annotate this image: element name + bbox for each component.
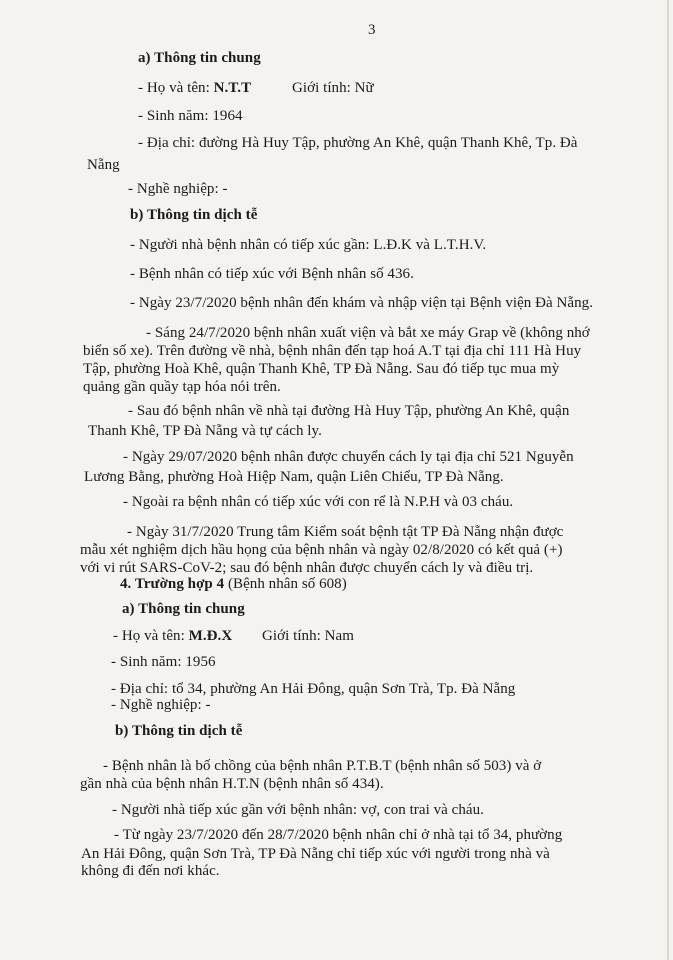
case4-address: - Địa chỉ: tổ 34, phường An Hải Đông, quận Sơn Trà, Tp. Đà Nẵng bbox=[111, 681, 516, 697]
case3-epi-line: với vi rút SARS-CoV-2; sau đó bệnh nhân được chuyển cách ly và điều trị. bbox=[80, 560, 534, 576]
case3-epi-line: - Ngày 23/7/2020 bệnh nhân đến khám và nhập viện tại Bệnh viện Đà Nẵng. bbox=[130, 295, 594, 311]
case4-epi-line: gần nhà của bệnh nhân H.T.N (bệnh nhân số 434). bbox=[80, 776, 384, 792]
case3-epi-line: - Bệnh nhân có tiếp xúc với Bệnh nhân số 436. bbox=[130, 266, 414, 282]
case4-epi-line: An Hải Đông, quận Sơn Trà, TP Đà Nẵng chỉ tiếp xúc với người trong nhà và bbox=[81, 846, 550, 862]
case3-gender: Giới tính: Nữ bbox=[292, 80, 374, 96]
case3-job: - Nghề nghiệp: - bbox=[128, 181, 228, 197]
case3-epi-line: Lương Bằng, phường Hoà Hiệp Nam, quận Liên Chiểu, TP Đà Nẵng. bbox=[84, 469, 504, 485]
case3-epi-line: mẫu xét nghiệm dịch hầu họng của bệnh nhân và ngày 02/8/2020 có kết quả (+) bbox=[80, 542, 563, 558]
case4-epi-line: - Từ ngày 23/7/2020 đến 28/7/2020 bệnh nhân chỉ ở nhà tại tổ 34, phường bbox=[114, 827, 563, 843]
case3-address-line2: Nẵng bbox=[87, 157, 120, 173]
case3-name-label: - Họ và tên: bbox=[138, 80, 214, 96]
case4-birth: - Sinh năm: 1956 bbox=[111, 654, 216, 670]
case3-epi-line: Tập, phường Hoà Khê, quận Thanh Khê, TP Đà Nẵng. Sau đó tiếp tục mua mỳ bbox=[83, 361, 560, 377]
case3-epi-line: - Ngoài ra bệnh nhân có tiếp xúc với con rể là N.P.H và 03 cháu. bbox=[123, 494, 514, 510]
case4-epi-heading: b) Thông tin dịch tễ bbox=[115, 723, 243, 739]
case3-name-value: N.T.T bbox=[213, 80, 252, 96]
case3-address-line1: - Địa chỉ: đường Hà Huy Tập, phường An Khê, quận Thanh Khê, Tp. Đà bbox=[138, 135, 578, 151]
case4-name-label: - Họ và tên: bbox=[113, 628, 189, 644]
case4-general-heading: a) Thông tin chung bbox=[122, 601, 245, 617]
case3-epi-line: - Sáng 24/7/2020 bệnh nhân xuất viện và bắt xe máy Grap về (không nhớ bbox=[146, 325, 590, 341]
case3-epi-line: quảng gần quầy tạp hóa nói trên. bbox=[83, 379, 281, 395]
case3-epi-heading: b) Thông tin dịch tễ bbox=[130, 207, 258, 223]
page-number: 3 bbox=[368, 22, 376, 38]
case3-birth: - Sinh năm: 1964 bbox=[138, 108, 243, 124]
case3-epi-line: biển số xe). Trên đường về nhà, bệnh nhân đến tạp hoá A.T tại địa chỉ 111 Hà Huy bbox=[83, 343, 582, 359]
case3-epi-line: - Ngày 29/07/2020 bệnh nhân được chuyển cách ly tại địa chỉ 521 Nguyễn bbox=[123, 449, 574, 465]
case3-epi-line: - Ngày 31/7/2020 Trung tâm Kiểm soát bệnh tật TP Đà Nẵng nhận được bbox=[127, 524, 564, 540]
case4-epi-line: - Người nhà tiếp xúc gần với bệnh nhân: vợ, con trai và cháu. bbox=[112, 802, 484, 818]
case3-epi-line: Thanh Khê, TP Đà Nẵng và tự cách ly. bbox=[88, 423, 322, 439]
case4-gender: Giới tính: Nam bbox=[262, 628, 354, 644]
case3-name-line bbox=[138, 79, 251, 97]
case4-heading bbox=[120, 575, 347, 593]
case4-heading-patient: (Bệnh nhân số 608) bbox=[224, 576, 347, 592]
case4-epi-line: không đi đến nơi khác. bbox=[81, 863, 220, 879]
case4-job: - Nghề nghiệp: - bbox=[111, 697, 211, 713]
case4-name-value: M.Đ.X bbox=[188, 628, 233, 644]
case3-epi-line: - Người nhà bệnh nhân có tiếp xúc gần: L.Đ.K và L.T.H.V. bbox=[130, 237, 487, 253]
case3-general-heading: a) Thông tin chung bbox=[138, 50, 261, 66]
case4-heading-number: 4. Trường hợp 4 bbox=[120, 576, 225, 592]
case3-epi-line: - Sau đó bệnh nhân về nhà tại đường Hà Huy Tập, phường An Khê, quận bbox=[128, 403, 570, 419]
page-edge bbox=[667, 0, 669, 960]
case4-epi-line: - Bệnh nhân là bố chồng của bệnh nhân P.T.B.T (bệnh nhân số 503) và ở bbox=[103, 758, 542, 774]
case4-name-line bbox=[113, 627, 232, 645]
